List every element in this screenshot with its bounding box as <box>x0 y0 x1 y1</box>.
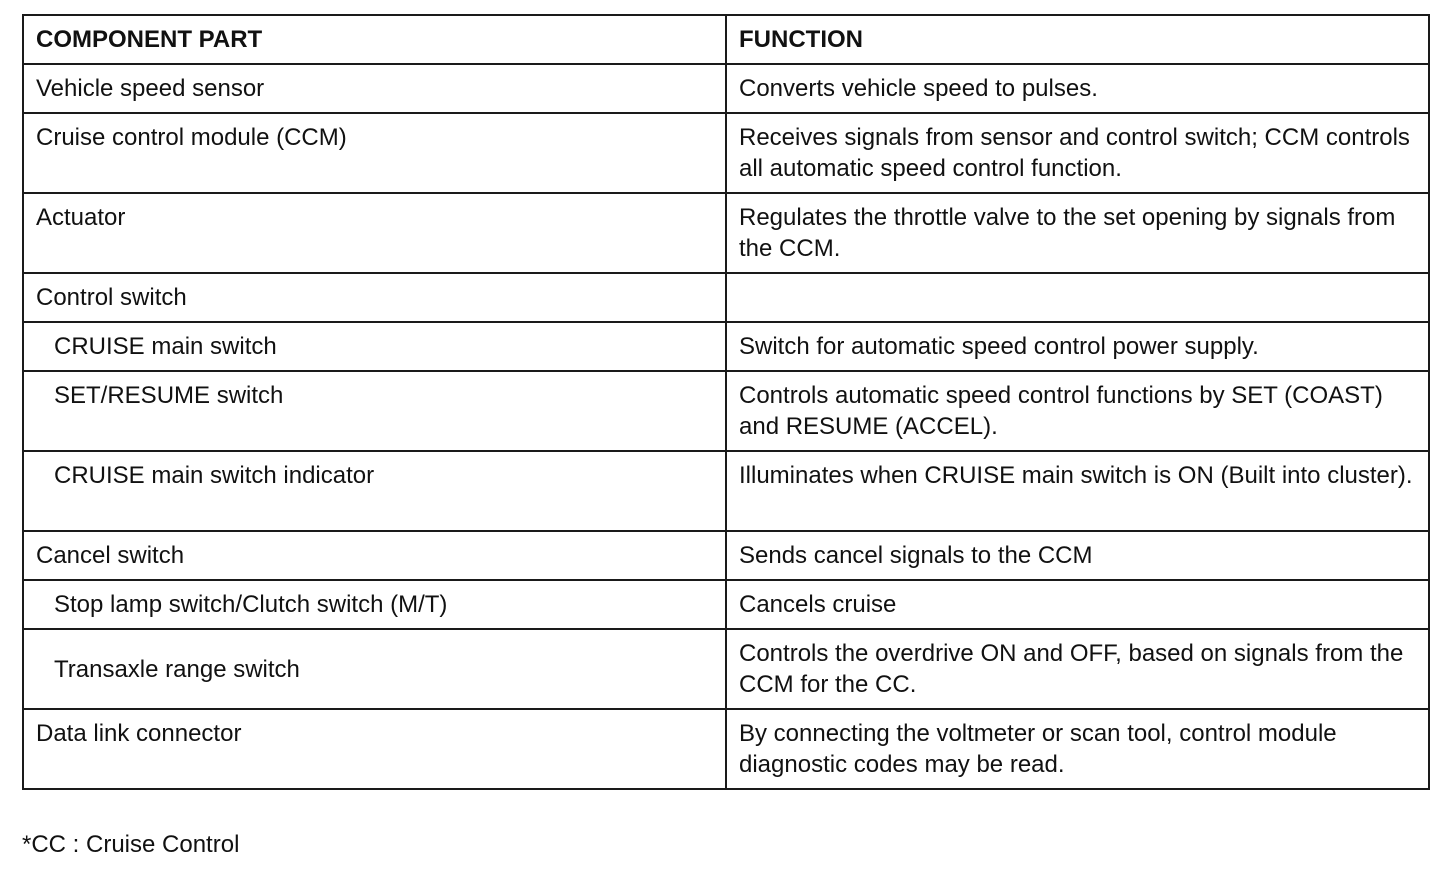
table-row <box>23 629 1429 709</box>
component-cell: Cruise control module (CCM) <box>23 113 726 193</box>
component-function-table <box>22 14 1430 790</box>
function-cell: Cancels cruise <box>726 580 1429 629</box>
table-row <box>23 451 1429 531</box>
component-cell: Data link connector <box>23 709 726 789</box>
header-component-part: COMPONENT PART <box>23 15 726 64</box>
table-header-row <box>23 15 1429 64</box>
table-row <box>23 64 1429 113</box>
component-cell: SET/RESUME switch <box>23 371 726 451</box>
table-row <box>23 709 1429 789</box>
component-cell: Control switch <box>23 273 726 322</box>
function-cell: Receives signals from sensor and control switch; CCM controls all automatic speed control function. <box>726 113 1429 193</box>
component-cell: Vehicle speed sensor <box>23 64 726 113</box>
function-cell: By connecting the voltmeter or scan tool, control module diagnostic codes may be read. <box>726 709 1429 789</box>
function-cell: Sends cancel signals to the CCM <box>726 531 1429 580</box>
header-function: FUNCTION <box>726 15 1429 64</box>
function-cell: Controls automatic speed control functions by SET (COAST) and RESUME (ACCEL). <box>726 371 1429 451</box>
component-cell: Stop lamp switch/Clutch switch (M/T) <box>23 580 726 629</box>
footnote: *CC : Cruise Control <box>22 831 240 858</box>
function-cell: Converts vehicle speed to pulses. <box>726 64 1429 113</box>
table-row <box>23 371 1429 451</box>
function-cell: Switch for automatic speed control power supply. <box>726 322 1429 371</box>
component-cell: Transaxle range switch <box>23 629 726 709</box>
function-cell: Controls the overdrive ON and OFF, based on signals from the CCM for the CC. <box>726 629 1429 709</box>
component-cell: CRUISE main switch <box>23 322 726 371</box>
function-cell: Regulates the throttle valve to the set opening by signals from the CCM. <box>726 193 1429 273</box>
component-cell: CRUISE main switch indicator <box>23 451 726 531</box>
table-row <box>23 531 1429 580</box>
function-cell <box>726 273 1429 322</box>
table-row <box>23 113 1429 193</box>
table-row <box>23 580 1429 629</box>
table-row <box>23 322 1429 371</box>
table-row <box>23 273 1429 322</box>
component-cell: Actuator <box>23 193 726 273</box>
function-cell: Illuminates when CRUISE main switch is ON (Built into cluster). <box>726 451 1429 531</box>
table-row <box>23 193 1429 273</box>
component-cell: Cancel switch <box>23 531 726 580</box>
